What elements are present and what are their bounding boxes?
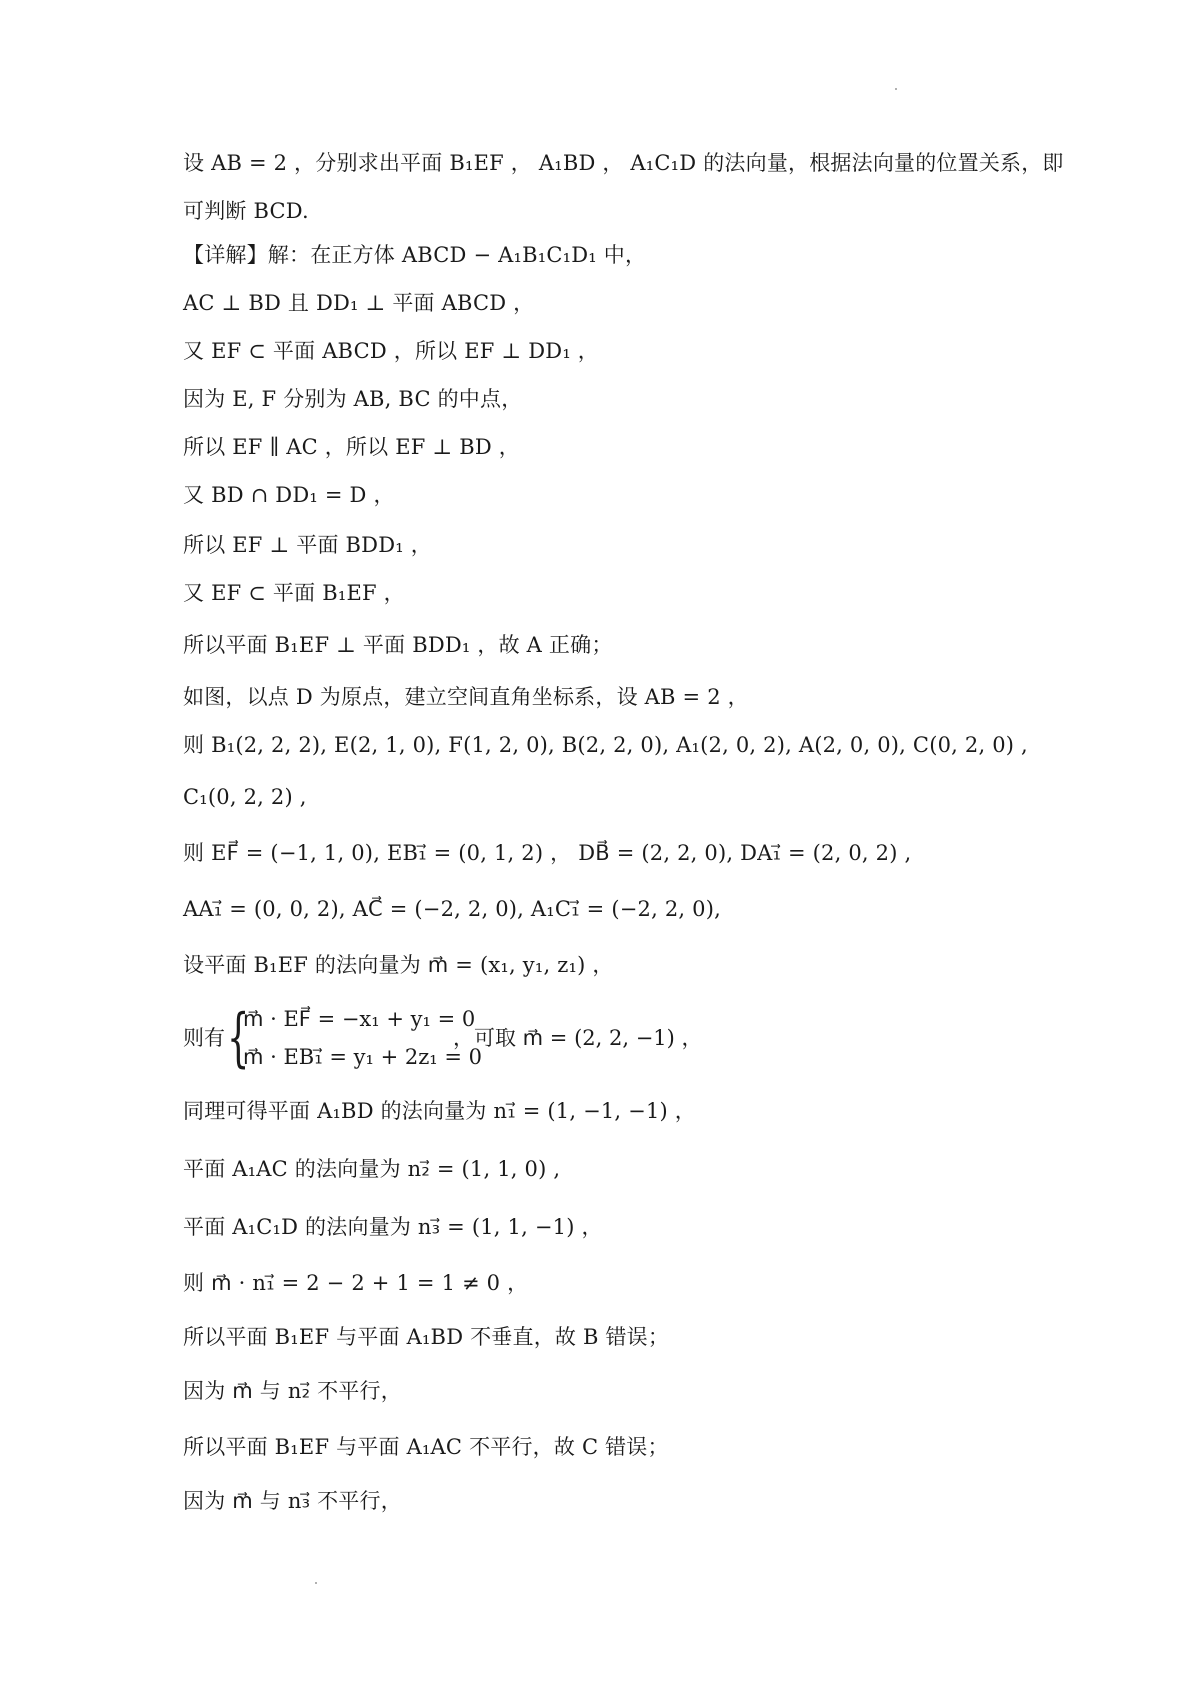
system-equation-2: m⃗ · EB₁⃗ = y₁ + 2z₁ = 0 <box>243 1045 482 1069</box>
text-line: 又 EF ⊂ 平面 B₁EF ， <box>183 581 405 605</box>
text-line: 可判断 BCD. <box>183 199 309 223</box>
system-lead: 则有 <box>183 1026 225 1050</box>
equation-system <box>183 1000 1083 1076</box>
text-line: 所以平面 B₁EF ⊥ 平面 BDD₁ ，故 A 正确； <box>183 633 613 657</box>
text-line: 平面 A₁C₁D 的法向量为 n₃⃗ = (1, 1, −1) ， <box>183 1215 603 1239</box>
system-result: ，可取 m⃗ = (2, 2, −1) ， <box>453 1026 703 1050</box>
text-line: 【详解】解：在正方体 ABCD − A₁B₁C₁D₁ 中， <box>183 243 647 267</box>
text-line: 如图，以点 D 为原点，建立空间直角坐标系，设 AB = 2 ， <box>183 685 749 709</box>
text-line: 又 EF ⊂ 平面 ABCD ，所以 EF ⊥ DD₁ ， <box>183 339 600 363</box>
text-line: 平面 A₁AC 的法向量为 n₂⃗ = (1, 1, 0) , <box>183 1157 561 1181</box>
text-line: 所以平面 B₁EF 与平面 A₁BD 不垂直，故 B 错误； <box>183 1325 670 1349</box>
scan-speck <box>315 1582 317 1584</box>
text-line: 所以 EF ⊥ 平面 BDD₁ ， <box>183 533 432 557</box>
text-line: AA₁⃗ = (0, 0, 2), AC⃗ = (−2, 2, 0), A₁C₁⃗ = (−2, 2, 0), <box>183 897 721 921</box>
text-line: 所以平面 B₁EF 与平面 A₁AC 不平行，故 C 错误； <box>183 1435 669 1459</box>
text-line: 则 B₁(2, 2, 2), E(2, 1, 0), F(1, 2, 0), B(2, 2, 0), A₁(2, 0, 2), A(2, 0, 0), C(0, 2, 0) , <box>183 733 1028 757</box>
left-brace: { <box>227 1001 250 1075</box>
text-line: 设平面 B₁EF 的法向量为 m⃗ = (x₁, y₁, z₁) ， <box>183 953 614 977</box>
text-line: 设 AB = 2 ，分别求出平面 B₁EF ， A₁BD ， A₁C₁D 的法向量，根据法向量的位置关系，即 <box>183 151 1064 175</box>
system-equation-1: m⃗ · EF⃗ = −x₁ + y₁ = 0 <box>243 1007 476 1031</box>
text-line: 又 BD ∩ DD₁ = D ， <box>183 483 395 507</box>
text-line: 因为 E, F 分别为 AB, BC 的中点， <box>183 387 523 411</box>
text-line: 所以 EF ∥ AC ，所以 EF ⊥ BD ， <box>183 435 520 459</box>
text-line: 因为 m⃗ 与 n₂⃗ 不平行， <box>183 1379 402 1403</box>
text-line: 则 m⃗ · n₁⃗ = 2 − 2 + 1 = 1 ≠ 0 ， <box>183 1271 529 1295</box>
text-line: 同理可得平面 A₁BD 的法向量为 n₁⃗ = (1, −1, −1) ， <box>183 1099 697 1123</box>
text-line: 因为 m⃗ 与 n₃⃗ 不平行， <box>183 1489 402 1513</box>
text-line: C₁(0, 2, 2) , <box>183 785 307 809</box>
scan-speck <box>895 88 897 90</box>
text-line: 则 EF⃗ = (−1, 1, 0), EB₁⃗ = (0, 1, 2) ， DB⃗ = (2, 2, 0), DA₁⃗ = (2, 0, 2) , <box>183 841 912 865</box>
text-line: AC ⊥ BD 且 DD₁ ⊥ 平面 ABCD ， <box>183 291 535 315</box>
